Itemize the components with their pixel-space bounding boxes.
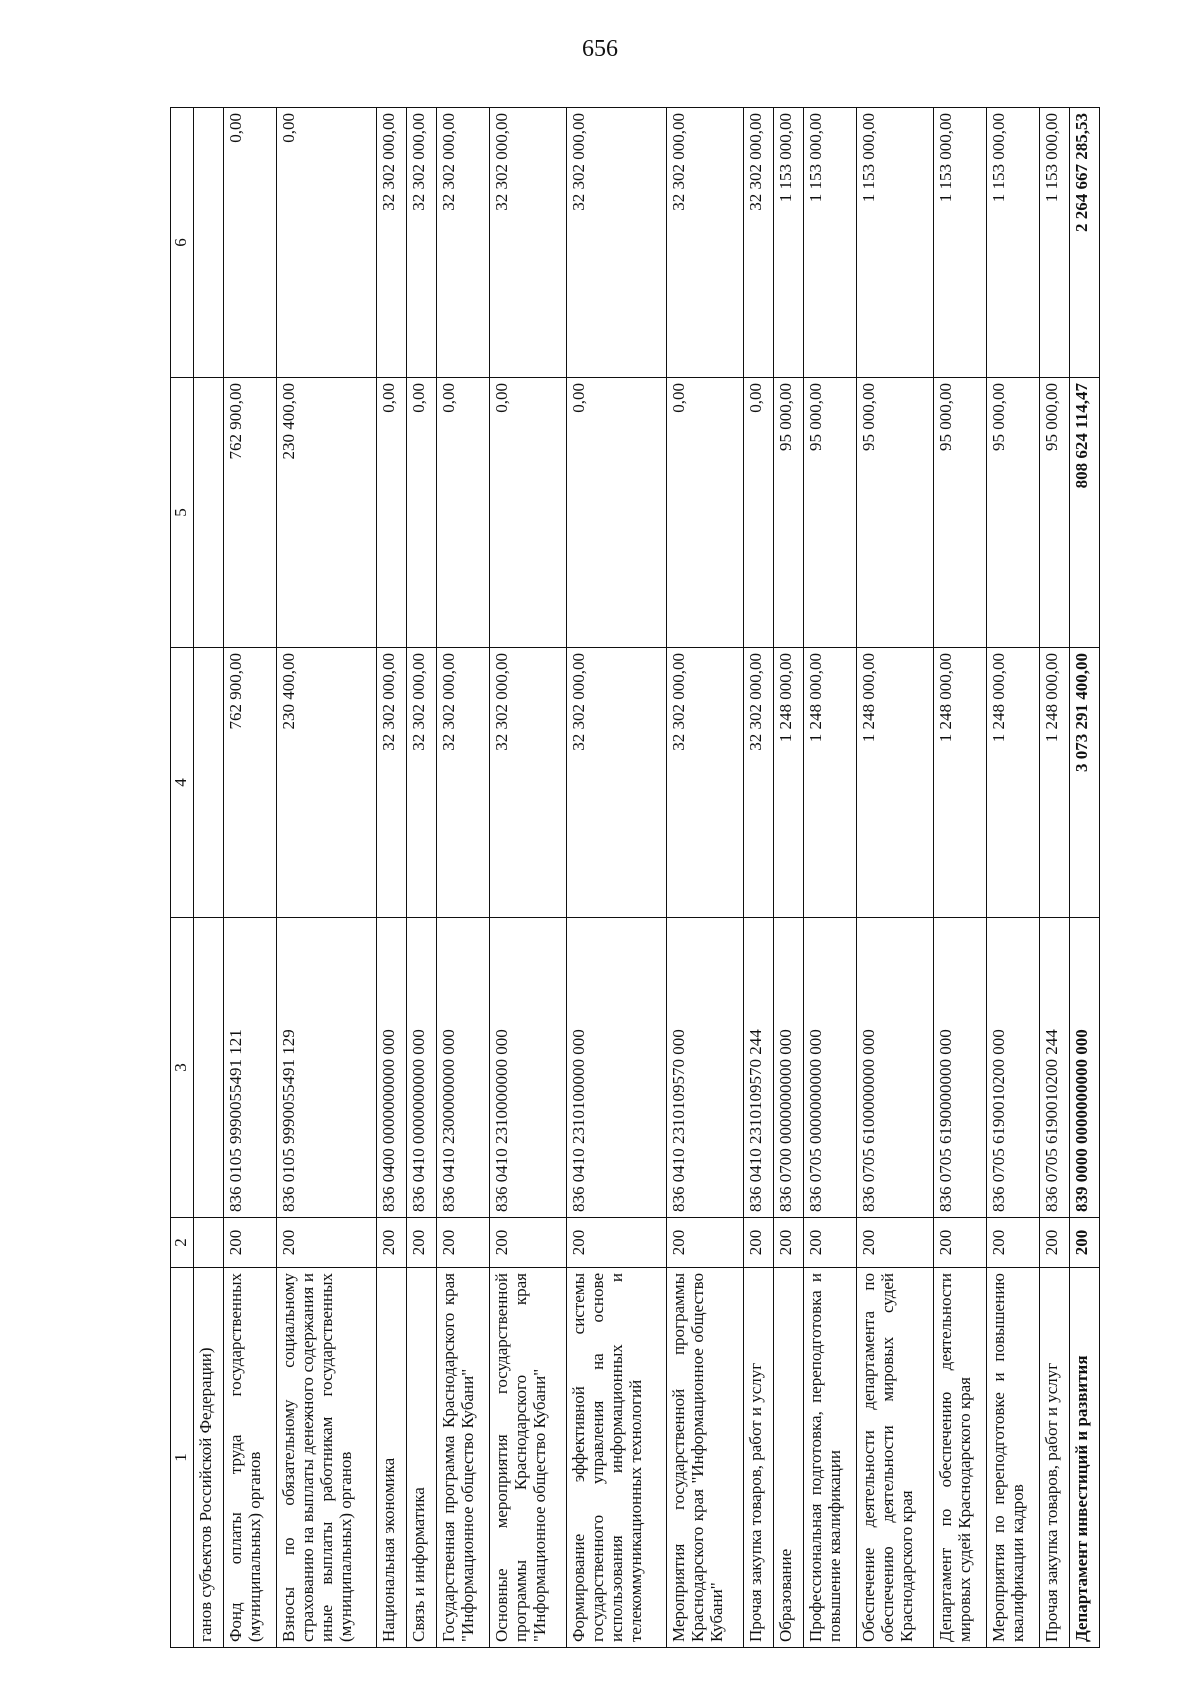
row-name-cell: Взносы по обязательному социальному страхованию на выплаты денежного содержания и иные выплаты работникам государственных (муниципальных) органов: [277, 1268, 377, 1648]
row-name-cell: Связь и информатика: [407, 1268, 437, 1648]
row-code-2-cell: 200: [1040, 1218, 1070, 1268]
row-amount-4-cell: 32 302 000,00: [436, 648, 489, 918]
row-name-cell: Департамент по обеспечению деятельности мировых судей Краснодарского края: [933, 1268, 986, 1648]
row-amount-6-cell: 1 153 000,00: [1040, 108, 1070, 378]
row-amount-5-cell: 808 624 114,47: [1070, 378, 1100, 648]
row-code-2-cell: 200: [987, 1218, 1040, 1268]
row-code-2-cell: 200: [490, 1218, 567, 1268]
row-name-cell: Профессиональная подготовка, переподготовка и повышение квалификации: [803, 1268, 856, 1648]
table-row: [194, 108, 224, 1648]
row-amount-6-cell: 32 302 000,00: [377, 108, 407, 378]
header-col-1: 1: [171, 1268, 194, 1648]
row-name-cell: Прочая закупка товаров, работ и услуг: [1040, 1268, 1070, 1648]
row-code-2-cell: [194, 1218, 224, 1268]
row-name-cell: Государственная программа Краснодарского края "Информационное общество Кубани": [436, 1268, 489, 1648]
header-col-3: 3: [171, 918, 194, 1218]
table-row: [856, 108, 933, 1648]
row-amount-5-cell: 0,00: [667, 378, 744, 648]
row-amount-4-cell: 1 248 000,00: [856, 648, 933, 918]
row-name-cell: Мероприятия государственной программы Краснодарского края "Информационное общество Кубани": [667, 1268, 744, 1648]
table-row: [277, 108, 377, 1648]
row-code-2-cell: 200: [1070, 1218, 1100, 1268]
row-amount-5-cell: 95 000,00: [987, 378, 1040, 648]
row-amount-6-cell: 32 302 000,00: [490, 108, 567, 378]
table-row: [567, 108, 667, 1648]
row-amount-5-cell: 0,00: [490, 378, 567, 648]
row-code-2-cell: 200: [773, 1218, 803, 1268]
row-amount-6-cell: 0,00: [277, 108, 377, 378]
table-row: [1040, 108, 1070, 1648]
row-code-3-cell: 836 0705 6100000000 000: [856, 918, 933, 1218]
row-amount-4-cell: 32 302 000,00: [744, 648, 774, 918]
row-code-3-cell: 836 0700 0000000000 000: [773, 918, 803, 1218]
row-name-cell: Прочая закупка товаров, работ и услуг: [744, 1268, 774, 1648]
row-amount-4-cell: 32 302 000,00: [490, 648, 567, 918]
table-row: [377, 108, 407, 1648]
row-name-cell: Фонд оплаты труда государственных (муниципальных) органов: [223, 1268, 276, 1648]
row-name-cell: Департамент инвестиций и развития: [1070, 1268, 1100, 1648]
row-amount-6-cell: 1 153 000,00: [773, 108, 803, 378]
row-name-cell: Национальная экономика: [377, 1268, 407, 1648]
rotated-table-container: [170, 108, 1100, 1648]
row-amount-6-cell: 1 153 000,00: [987, 108, 1040, 378]
table-row: [223, 108, 276, 1648]
row-amount-4-cell: 230 400,00: [277, 648, 377, 918]
row-amount-5-cell: 762 900,00: [223, 378, 276, 648]
row-amount-6-cell: 1 153 000,00: [933, 108, 986, 378]
header-col-4: 4: [171, 648, 194, 918]
row-amount-6-cell: 32 302 000,00: [567, 108, 667, 378]
row-amount-5-cell: 95 000,00: [803, 378, 856, 648]
row-name-cell: Мероприятия по переподготовке и повышению квалификации кадров: [987, 1268, 1040, 1648]
row-amount-6-cell: 32 302 000,00: [407, 108, 437, 378]
row-amount-4-cell: 1 248 000,00: [803, 648, 856, 918]
row-amount-4-cell: 762 900,00: [223, 648, 276, 918]
table-row: [773, 108, 803, 1648]
table-row: [407, 108, 437, 1648]
row-amount-4-cell: 32 302 000,00: [377, 648, 407, 918]
header-row: [171, 108, 194, 1648]
row-amount-5-cell: 0,00: [567, 378, 667, 648]
row-code-2-cell: 200: [407, 1218, 437, 1268]
row-code-2-cell: 200: [223, 1218, 276, 1268]
row-code-2-cell: 200: [803, 1218, 856, 1268]
row-amount-4-cell: 32 302 000,00: [667, 648, 744, 918]
table-row: [667, 108, 744, 1648]
row-amount-6-cell: [194, 108, 224, 378]
row-code-3-cell: 836 0410 2310109570 000: [667, 918, 744, 1218]
row-code-3-cell: 836 0400 0000000000 000: [377, 918, 407, 1218]
row-amount-5-cell: 95 000,00: [1040, 378, 1070, 648]
row-code-2-cell: 200: [277, 1218, 377, 1268]
row-code-2-cell: 200: [567, 1218, 667, 1268]
row-code-2-cell: 200: [377, 1218, 407, 1268]
row-name-cell: Образование: [773, 1268, 803, 1648]
row-amount-4-cell: 1 248 000,00: [773, 648, 803, 918]
row-code-3-cell: 836 0105 9990055491 121: [223, 918, 276, 1218]
row-code-3-cell: 836 0705 6190010200 244: [1040, 918, 1070, 1218]
row-amount-5-cell: 230 400,00: [277, 378, 377, 648]
row-amount-5-cell: 0,00: [407, 378, 437, 648]
row-amount-4-cell: 1 248 000,00: [933, 648, 986, 918]
row-code-2-cell: 200: [856, 1218, 933, 1268]
row-code-3-cell: 836 0105 9990055491 129: [277, 918, 377, 1218]
row-amount-6-cell: 1 153 000,00: [803, 108, 856, 378]
row-code-3-cell: 839 0000 0000000000 000: [1070, 918, 1100, 1218]
row-amount-4-cell: 32 302 000,00: [567, 648, 667, 918]
row-code-2-cell: 200: [744, 1218, 774, 1268]
row-code-3-cell: 836 0410 2310000000 000: [490, 918, 567, 1218]
row-name-cell: Основные мероприятия государственной программы Краснодарского края "Информационное общество Кубани": [490, 1268, 567, 1648]
row-amount-5-cell: 0,00: [744, 378, 774, 648]
table-row: [744, 108, 774, 1648]
header-col-2: 2: [171, 1218, 194, 1268]
row-amount-5-cell: 95 000,00: [933, 378, 986, 648]
table-row: [436, 108, 489, 1648]
row-amount-5-cell: [194, 378, 224, 648]
row-amount-6-cell: 32 302 000,00: [436, 108, 489, 378]
row-code-3-cell: 836 0410 2310109570 244: [744, 918, 774, 1218]
row-amount-6-cell: 0,00: [223, 108, 276, 378]
page-number: 656: [582, 36, 618, 62]
row-code-3-cell: [194, 918, 224, 1218]
row-amount-4-cell: 1 248 000,00: [987, 648, 1040, 918]
row-amount-5-cell: 95 000,00: [856, 378, 933, 648]
table-row: [1070, 108, 1100, 1648]
row-amount-5-cell: 95 000,00: [773, 378, 803, 648]
row-amount-4-cell: 3 073 291 400,00: [1070, 648, 1100, 918]
table-row: [490, 108, 567, 1648]
row-amount-6-cell: 2 264 667 285,53: [1070, 108, 1100, 378]
row-amount-5-cell: 0,00: [377, 378, 407, 648]
row-name-cell: ганов субъектов Российской Федерации): [194, 1268, 224, 1648]
budget-table: [170, 107, 1100, 1648]
row-amount-4-cell: 1 248 000,00: [1040, 648, 1070, 918]
row-code-3-cell: 836 0410 2300000000 000: [436, 918, 489, 1218]
row-code-3-cell: 836 0410 0000000000 000: [407, 918, 437, 1218]
row-code-3-cell: 836 0705 6190000000 000: [933, 918, 986, 1218]
table-body: [194, 108, 1100, 1648]
row-code-2-cell: 200: [667, 1218, 744, 1268]
row-code-2-cell: 200: [933, 1218, 986, 1268]
row-code-3-cell: 836 0705 0000000000 000: [803, 918, 856, 1218]
row-amount-6-cell: 32 302 000,00: [667, 108, 744, 378]
row-amount-4-cell: [194, 648, 224, 918]
table-row: [933, 108, 986, 1648]
row-amount-5-cell: 0,00: [436, 378, 489, 648]
row-name-cell: Формирование эффективной системы государственного управления на основе использования информационных и телекоммуникационных технологий: [567, 1268, 667, 1648]
row-amount-6-cell: 1 153 000,00: [856, 108, 933, 378]
header-col-6: 6: [171, 108, 194, 378]
table-row: [987, 108, 1040, 1648]
row-name-cell: Обеспечение деятельности департамента по обеспечению деятельности мировых судей Краснодарского края: [856, 1268, 933, 1648]
row-amount-4-cell: 32 302 000,00: [407, 648, 437, 918]
row-code-3-cell: 836 0410 2310100000 000: [567, 918, 667, 1218]
row-code-2-cell: 200: [436, 1218, 489, 1268]
header-col-5: 5: [171, 378, 194, 648]
row-code-3-cell: 836 0705 6190010200 000: [987, 918, 1040, 1218]
table-row: [803, 108, 856, 1648]
row-amount-6-cell: 32 302 000,00: [744, 108, 774, 378]
